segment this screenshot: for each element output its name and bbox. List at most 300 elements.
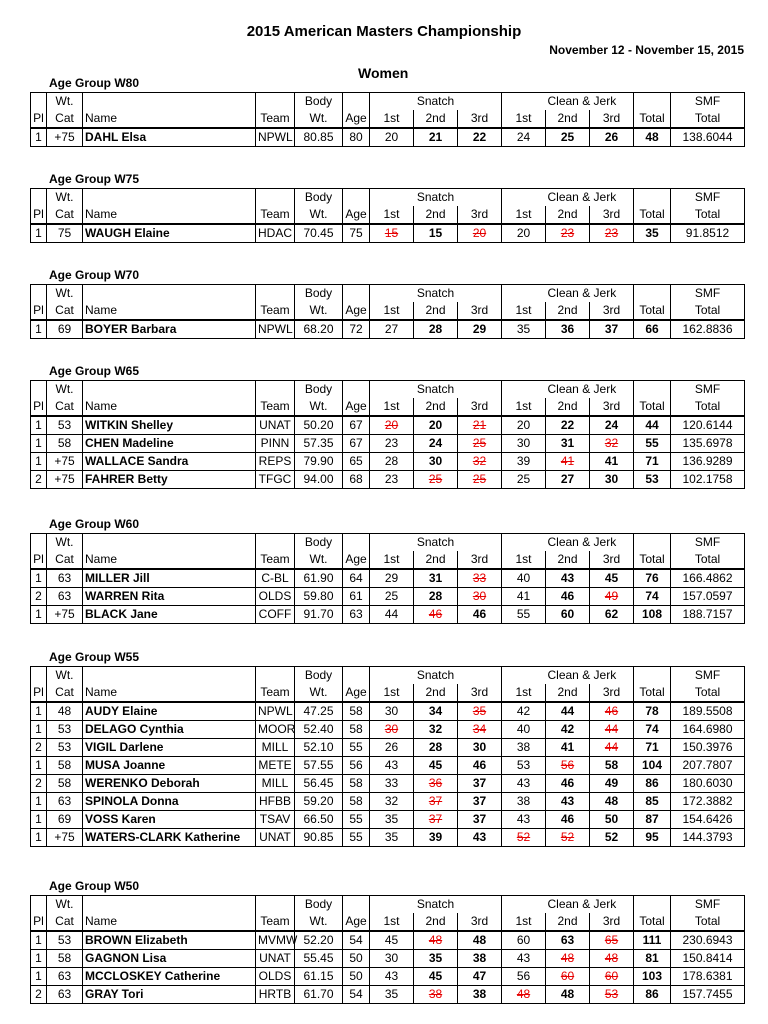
team-cell: HFBB <box>256 793 295 811</box>
header-snatch: Snatch <box>414 189 458 207</box>
column-header: 2nd <box>546 684 590 702</box>
bodyweight-cell: 52.10 <box>295 739 343 757</box>
column-header: 3rd <box>590 551 634 569</box>
snatch-attempt: 45 <box>370 931 414 950</box>
snatch-attempt: 37 <box>414 793 458 811</box>
age-cell: 68 <box>343 471 370 489</box>
clean-jerk-attempt: 26 <box>590 128 634 147</box>
column-header: Total <box>671 110 745 128</box>
athlete-name: WAUGH Elaine <box>83 224 256 243</box>
bodyweight-cell: 61.15 <box>295 968 343 986</box>
athlete-name: WATERS-CLARK Katherine <box>83 829 256 847</box>
column-header: Total <box>634 110 671 128</box>
column-header: 3rd <box>590 110 634 128</box>
clean-jerk-attempt: 25 <box>502 471 546 489</box>
table-row <box>31 320 745 339</box>
snatch-attempt: 48 <box>414 931 458 950</box>
bodyweight-cell: 52.20 <box>295 931 343 950</box>
bodyweight-cell: 47.25 <box>295 702 343 721</box>
age-group-section <box>30 515 744 624</box>
results-table <box>30 895 745 1004</box>
column-header: 2nd <box>414 110 458 128</box>
column-header: Cat <box>47 110 83 128</box>
header-blank <box>83 189 256 207</box>
age-cell: 56 <box>343 757 370 775</box>
bodyweight-cell: 70.45 <box>295 224 343 243</box>
snatch-attempt: 29 <box>370 569 414 588</box>
smf-total-cell: 150.8414 <box>671 950 745 968</box>
header-body: Body <box>295 381 343 399</box>
header-blank <box>256 381 295 399</box>
clean-jerk-attempt: 22 <box>546 416 590 435</box>
category-cell: 58 <box>47 435 83 453</box>
header-row-top <box>31 93 745 111</box>
table-row <box>31 435 745 453</box>
category-cell: 53 <box>47 416 83 435</box>
table-row <box>31 757 745 775</box>
results-table <box>30 380 745 489</box>
category-cell: 63 <box>47 793 83 811</box>
snatch-attempt: 23 <box>370 435 414 453</box>
header-row-sub <box>31 110 745 128</box>
column-header: 1st <box>370 206 414 224</box>
header-clean-jerk: Clean & Jerk <box>547 897 617 911</box>
snatch-attempt: 15 <box>370 224 414 243</box>
table-row <box>31 811 745 829</box>
athlete-name: FAHRER Betty <box>83 471 256 489</box>
column-header: Team <box>256 398 295 416</box>
header-blank <box>370 534 414 552</box>
clean-jerk-attempt: 41 <box>502 588 546 606</box>
smf-total-cell: 230.6943 <box>671 931 745 950</box>
smf-total-cell: 157.0597 <box>671 588 745 606</box>
snatch-attempt: 20 <box>370 416 414 435</box>
column-header: 1st <box>502 110 546 128</box>
header-wt: Wt. <box>47 534 83 552</box>
column-header: 2nd <box>546 913 590 931</box>
team-cell: MILL <box>256 775 295 793</box>
header-blank <box>343 667 370 685</box>
team-cell: C-BL <box>256 569 295 588</box>
place-cell: 1 <box>31 793 47 811</box>
column-header: 1st <box>502 684 546 702</box>
clean-jerk-attempt: 20 <box>502 224 546 243</box>
header-blank <box>458 896 502 914</box>
snatch-attempt: 35 <box>370 986 414 1004</box>
snatch-attempt: 22 <box>458 128 502 147</box>
header-blank <box>634 667 671 685</box>
category-cell: +75 <box>47 606 83 624</box>
clean-jerk-attempt: 30 <box>502 435 546 453</box>
category-cell: +75 <box>47 453 83 471</box>
header-blank <box>458 534 502 552</box>
column-header: Wt. <box>295 302 343 320</box>
clean-jerk-attempt: 43 <box>546 569 590 588</box>
column-header: Total <box>671 302 745 320</box>
column-header: Wt. <box>295 206 343 224</box>
clean-jerk-attempt: 36 <box>546 320 590 339</box>
column-header: Age <box>343 398 370 416</box>
column-header: Cat <box>47 913 83 931</box>
age-cell: 75 <box>343 224 370 243</box>
smf-total-cell: 150.3976 <box>671 739 745 757</box>
column-header: 2nd <box>414 206 458 224</box>
header-blank <box>634 381 671 399</box>
header-snatch: Snatch <box>414 667 458 685</box>
column-header: Cat <box>47 302 83 320</box>
athlete-name: SPINOLA Donna <box>83 793 256 811</box>
header-wt: Wt. <box>47 189 83 207</box>
snatch-attempt: 43 <box>458 829 502 847</box>
clean-jerk-attempt: 20 <box>502 416 546 435</box>
clean-jerk-attempt: 48 <box>590 950 634 968</box>
age-cell: 55 <box>343 811 370 829</box>
total-cell: 35 <box>634 224 671 243</box>
header-row-top <box>31 189 745 207</box>
team-cell: OLDS <box>256 968 295 986</box>
place-cell: 1 <box>31 606 47 624</box>
age-cell: 50 <box>343 968 370 986</box>
place-cell: 2 <box>31 775 47 793</box>
column-header: 1st <box>502 913 546 931</box>
clean-jerk-attempt: 24 <box>502 128 546 147</box>
team-cell: NPWL <box>256 702 295 721</box>
snatch-attempt: 47 <box>458 968 502 986</box>
header-blank <box>370 667 414 685</box>
clean-jerk-attempt: 43 <box>502 775 546 793</box>
column-header: Name <box>83 551 256 569</box>
column-header: Pl <box>31 684 47 702</box>
team-cell: PINN <box>256 435 295 453</box>
table-row <box>31 471 745 489</box>
column-header: 2nd <box>546 398 590 416</box>
table-row <box>31 986 745 1004</box>
header-blank <box>83 93 256 111</box>
header-blank <box>31 285 47 303</box>
clean-jerk-attempt: 62 <box>590 606 634 624</box>
age-cell: 55 <box>343 739 370 757</box>
column-header: Age <box>343 302 370 320</box>
header-clean-jerk: Clean & Jerk <box>547 190 617 204</box>
column-header: 3rd <box>458 398 502 416</box>
header-row-top <box>31 381 745 399</box>
snatch-attempt: 46 <box>458 606 502 624</box>
athlete-name: WITKIN Shelley <box>83 416 256 435</box>
column-header: Team <box>256 206 295 224</box>
header-blank <box>370 381 414 399</box>
clean-jerk-attempt: 60 <box>546 968 590 986</box>
snatch-attempt: 30 <box>458 588 502 606</box>
snatch-attempt: 20 <box>370 128 414 147</box>
table-row <box>31 606 745 624</box>
header-clean-jerk: Clean & Jerk <box>547 286 617 300</box>
header-blank <box>343 93 370 111</box>
column-header: 2nd <box>546 302 590 320</box>
header-row-sub <box>31 551 745 569</box>
header-blank <box>502 381 546 399</box>
header-row-top <box>31 667 745 685</box>
clean-jerk-attempt: 65 <box>590 931 634 950</box>
column-header: Cat <box>47 398 83 416</box>
clean-jerk-attempt: 32 <box>590 435 634 453</box>
bodyweight-cell: 50.20 <box>295 416 343 435</box>
clean-jerk-attempt: 52 <box>546 829 590 847</box>
header-blank <box>634 534 671 552</box>
header-row-top <box>31 285 745 303</box>
header-blank <box>83 381 256 399</box>
athlete-name: BOYER Barbara <box>83 320 256 339</box>
category-cell: 63 <box>47 569 83 588</box>
clean-jerk-attempt: 38 <box>502 739 546 757</box>
header-blank <box>458 189 502 207</box>
snatch-attempt: 33 <box>458 569 502 588</box>
age-group-label: Age Group W50 <box>49 879 140 893</box>
column-header: 3rd <box>458 206 502 224</box>
column-header: 3rd <box>458 302 502 320</box>
header-smf: SMF <box>671 381 745 399</box>
athlete-name: WERENKO Deborah <box>83 775 256 793</box>
table-row <box>31 739 745 757</box>
header-blank <box>256 93 295 111</box>
header-blank <box>634 896 671 914</box>
column-header: 2nd <box>414 684 458 702</box>
results-table <box>30 188 745 243</box>
snatch-attempt: 37 <box>458 775 502 793</box>
athlete-name: VOSS Karen <box>83 811 256 829</box>
age-group-label: Age Group W65 <box>49 364 140 378</box>
column-header: 2nd <box>414 913 458 931</box>
header-body: Body <box>295 189 343 207</box>
clean-jerk-attempt: 53 <box>590 986 634 1004</box>
clean-jerk-attempt: 43 <box>546 793 590 811</box>
snatch-attempt: 35 <box>458 702 502 721</box>
snatch-attempt: 43 <box>370 757 414 775</box>
smf-total-cell: 189.5508 <box>671 702 745 721</box>
athlete-name: BLACK Jane <box>83 606 256 624</box>
snatch-attempt: 28 <box>414 588 458 606</box>
header-body: Body <box>295 667 343 685</box>
header-smf: SMF <box>671 285 745 303</box>
place-cell: 1 <box>31 757 47 775</box>
athlete-name: CHEN Madeline <box>83 435 256 453</box>
column-header: 3rd <box>458 684 502 702</box>
snatch-attempt: 45 <box>414 757 458 775</box>
place-cell: 1 <box>31 968 47 986</box>
header-blank <box>502 285 546 303</box>
snatch-attempt: 29 <box>458 320 502 339</box>
clean-jerk-attempt: 53 <box>502 757 546 775</box>
place-cell: 1 <box>31 569 47 588</box>
place-cell: 1 <box>31 811 47 829</box>
column-header: 3rd <box>590 206 634 224</box>
total-cell: 111 <box>634 931 671 950</box>
athlete-name: VIGIL Darlene <box>83 739 256 757</box>
place-cell: 2 <box>31 739 47 757</box>
category-cell: +75 <box>47 829 83 847</box>
total-cell: 86 <box>634 986 671 1004</box>
header-smf: SMF <box>671 896 745 914</box>
clean-jerk-attempt: 58 <box>590 757 634 775</box>
snatch-attempt: 35 <box>370 829 414 847</box>
snatch-attempt: 30 <box>458 739 502 757</box>
smf-total-cell: 178.6381 <box>671 968 745 986</box>
snatch-attempt: 48 <box>458 931 502 950</box>
clean-jerk-attempt: 46 <box>546 811 590 829</box>
snatch-attempt: 28 <box>370 453 414 471</box>
snatch-attempt: 45 <box>414 968 458 986</box>
header-body: Body <box>295 534 343 552</box>
header-snatch: Snatch <box>414 381 458 399</box>
header-blank <box>502 189 546 207</box>
clean-jerk-attempt: 40 <box>502 721 546 739</box>
clean-jerk-attempt: 60 <box>502 931 546 950</box>
header-blank <box>31 381 47 399</box>
header-blank <box>458 285 502 303</box>
snatch-attempt: 39 <box>414 829 458 847</box>
place-cell: 1 <box>31 931 47 950</box>
age-cell: 72 <box>343 320 370 339</box>
smf-total-cell: 188.7157 <box>671 606 745 624</box>
clean-jerk-attempt: 45 <box>590 569 634 588</box>
athlete-name: MILLER Jill <box>83 569 256 588</box>
clean-jerk-attempt: 25 <box>546 128 590 147</box>
snatch-attempt: 32 <box>414 721 458 739</box>
column-header: Age <box>343 206 370 224</box>
athlete-name: BROWN Elizabeth <box>83 931 256 950</box>
header-snatch: Snatch <box>414 285 458 303</box>
header-clean-jerk: Clean & Jerk <box>547 535 617 549</box>
column-header: Pl <box>31 110 47 128</box>
bodyweight-cell: 61.70 <box>295 986 343 1004</box>
total-cell: 95 <box>634 829 671 847</box>
clean-jerk-attempt: 48 <box>546 950 590 968</box>
results-table <box>30 533 745 624</box>
clean-jerk-attempt: 55 <box>502 606 546 624</box>
place-cell: 2 <box>31 986 47 1004</box>
header-snatch: Snatch <box>414 93 458 111</box>
results-table <box>30 92 745 147</box>
column-header: Name <box>83 206 256 224</box>
column-header: 3rd <box>590 684 634 702</box>
snatch-attempt: 38 <box>458 950 502 968</box>
team-cell: HDAC <box>256 224 295 243</box>
column-header: 1st <box>370 398 414 416</box>
column-header: Cat <box>47 551 83 569</box>
total-cell: 55 <box>634 435 671 453</box>
clean-jerk-attempt: 23 <box>546 224 590 243</box>
snatch-attempt: 25 <box>414 471 458 489</box>
clean-jerk-attempt: 43 <box>502 950 546 968</box>
column-header: Team <box>256 302 295 320</box>
athlete-name: DELAGO Cynthia <box>83 721 256 739</box>
clean-jerk-attempt: 41 <box>546 739 590 757</box>
age-cell: 58 <box>343 721 370 739</box>
clean-jerk-attempt: 60 <box>546 606 590 624</box>
snatch-attempt: 30 <box>370 950 414 968</box>
clean-jerk-attempt: 44 <box>546 702 590 721</box>
smf-total-cell: 180.6030 <box>671 775 745 793</box>
column-header: Total <box>671 684 745 702</box>
age-group-section <box>30 648 744 847</box>
age-group-label: Age Group W80 <box>49 76 140 90</box>
clean-jerk-attempt: 46 <box>546 588 590 606</box>
team-cell: NPWL <box>256 128 295 147</box>
column-header: Wt. <box>295 551 343 569</box>
snatch-attempt: 46 <box>414 606 458 624</box>
age-cell: 50 <box>343 950 370 968</box>
header-blank <box>370 189 414 207</box>
header-clean-jerk: Clean & Jerk <box>547 668 617 682</box>
table-row <box>31 793 745 811</box>
header-blank <box>370 93 414 111</box>
snatch-attempt: 32 <box>458 453 502 471</box>
athlete-name: GRAY Tori <box>83 986 256 1004</box>
category-cell: 75 <box>47 224 83 243</box>
header-wt: Wt. <box>47 93 83 111</box>
smf-total-cell: 102.1758 <box>671 471 745 489</box>
snatch-attempt: 37 <box>414 811 458 829</box>
column-header: 2nd <box>414 551 458 569</box>
team-cell: HRTB <box>256 986 295 1004</box>
clean-jerk-attempt: 43 <box>502 811 546 829</box>
snatch-attempt: 32 <box>370 793 414 811</box>
header-blank <box>31 667 47 685</box>
athlete-name: WALLACE Sandra <box>83 453 256 471</box>
smf-total-cell: 164.6980 <box>671 721 745 739</box>
clean-jerk-attempt: 46 <box>546 775 590 793</box>
column-header: Pl <box>31 398 47 416</box>
total-cell: 78 <box>634 702 671 721</box>
snatch-attempt: 35 <box>414 950 458 968</box>
snatch-attempt: 37 <box>458 793 502 811</box>
header-body: Body <box>295 896 343 914</box>
age-group-section <box>30 266 744 339</box>
total-cell: 81 <box>634 950 671 968</box>
snatch-attempt: 38 <box>458 986 502 1004</box>
header-blank <box>634 189 671 207</box>
header-blank <box>83 667 256 685</box>
place-cell: 1 <box>31 435 47 453</box>
column-header: 1st <box>370 913 414 931</box>
header-blank <box>343 896 370 914</box>
snatch-attempt: 44 <box>370 606 414 624</box>
column-header: 2nd <box>414 398 458 416</box>
clean-jerk-attempt: 37 <box>590 320 634 339</box>
smf-total-cell: 135.6978 <box>671 435 745 453</box>
category-cell: 53 <box>47 739 83 757</box>
category-cell: 63 <box>47 588 83 606</box>
category-cell: 58 <box>47 775 83 793</box>
clean-jerk-attempt: 52 <box>502 829 546 847</box>
column-header: Pl <box>31 302 47 320</box>
header-blank <box>256 285 295 303</box>
header-blank <box>31 93 47 111</box>
header-blank <box>502 93 546 111</box>
column-header: Total <box>671 551 745 569</box>
snatch-attempt: 15 <box>414 224 458 243</box>
bodyweight-cell: 91.70 <box>295 606 343 624</box>
team-cell: COFF <box>256 606 295 624</box>
header-row-sub <box>31 206 745 224</box>
team-cell: UNAT <box>256 829 295 847</box>
smf-total-cell: 154.6426 <box>671 811 745 829</box>
clean-jerk-attempt: 39 <box>502 453 546 471</box>
bodyweight-cell: 79.90 <box>295 453 343 471</box>
snatch-attempt: 28 <box>414 320 458 339</box>
snatch-attempt: 37 <box>458 811 502 829</box>
column-header: Wt. <box>295 684 343 702</box>
header-blank <box>256 667 295 685</box>
